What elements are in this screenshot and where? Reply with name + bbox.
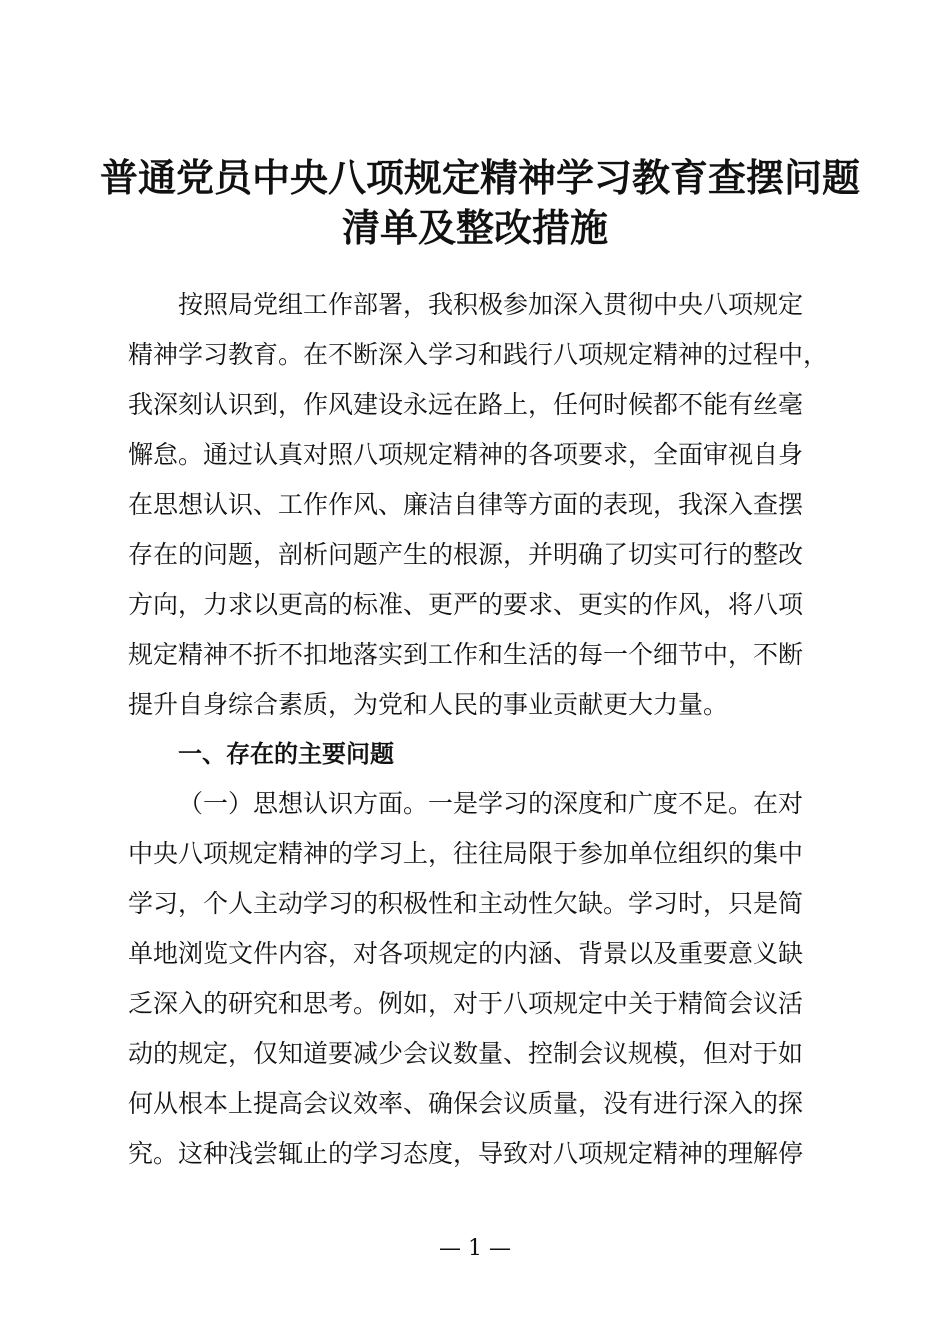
section-heading: 一、存在的主要问题 — [178, 740, 394, 768]
paragraph-line: 乏深入的研究和思考。例如，对于八项规定中关于精简会议活 — [128, 989, 804, 1018]
paragraph-line: 中央八项规定精神的学习上，往往局限于参加单位组织的集中 — [128, 839, 804, 868]
intro-line: 我深刻认识到，作风建设永远在路上，任何时候都不能有丝毫 — [128, 390, 804, 419]
intro-line: 提升自身综合素质，为党和人民的事业贡献更大力量。 — [128, 690, 729, 719]
intro-line: 方向，力求以更高的标准、更严的要求、更实的作风，将八项 — [128, 590, 804, 619]
intro-line: 存在的问题，剖析问题产生的根源，并明确了切实可行的整改 — [128, 540, 804, 569]
intro-line: 懈怠。通过认真对照八项规定精神的各项要求，全面审视自身 — [128, 440, 804, 469]
paragraph-line: 单地浏览文件内容，对各项规定的内涵、背景以及重要意义缺 — [128, 939, 804, 968]
page-number: — 1 — — [439, 1236, 511, 1261]
intro-line: 精神学习教育。在不断深入学习和践行八项规定精神的过程中， — [128, 340, 829, 369]
intro-line: 按照局党组工作部署，我积极参加深入贯彻中央八项规定 — [178, 290, 804, 319]
paragraph-line: 何从根本上提高会议效率、确保会议质量，没有进行深入的探 — [128, 1089, 804, 1118]
intro-line: 在思想认识、工作作风、廉洁自律等方面的表现，我深入查摆 — [128, 490, 804, 519]
document-title-line-1: 普通党员中央八项规定精神学习教育查摆问题 — [100, 155, 861, 200]
paragraph-line: （一）思想认识方面。一是学习的深度和广度不足。在对 — [178, 789, 804, 818]
paragraph-line: 学习，个人主动学习的积极性和主动性欠缺。学习时，只是简 — [128, 889, 804, 918]
paragraph-line: 动的规定，仅知道要减少会议数量、控制会议规模，但对于如 — [128, 1039, 804, 1068]
document-title-line-2: 清单及整改措施 — [341, 205, 608, 250]
paragraph-line: 究。这种浅尝辄止的学习态度，导致对八项规定精神的理解停 — [128, 1139, 804, 1168]
intro-line: 规定精神不折不扣地落实到工作和生活的每一个细节中，不断 — [128, 640, 804, 669]
